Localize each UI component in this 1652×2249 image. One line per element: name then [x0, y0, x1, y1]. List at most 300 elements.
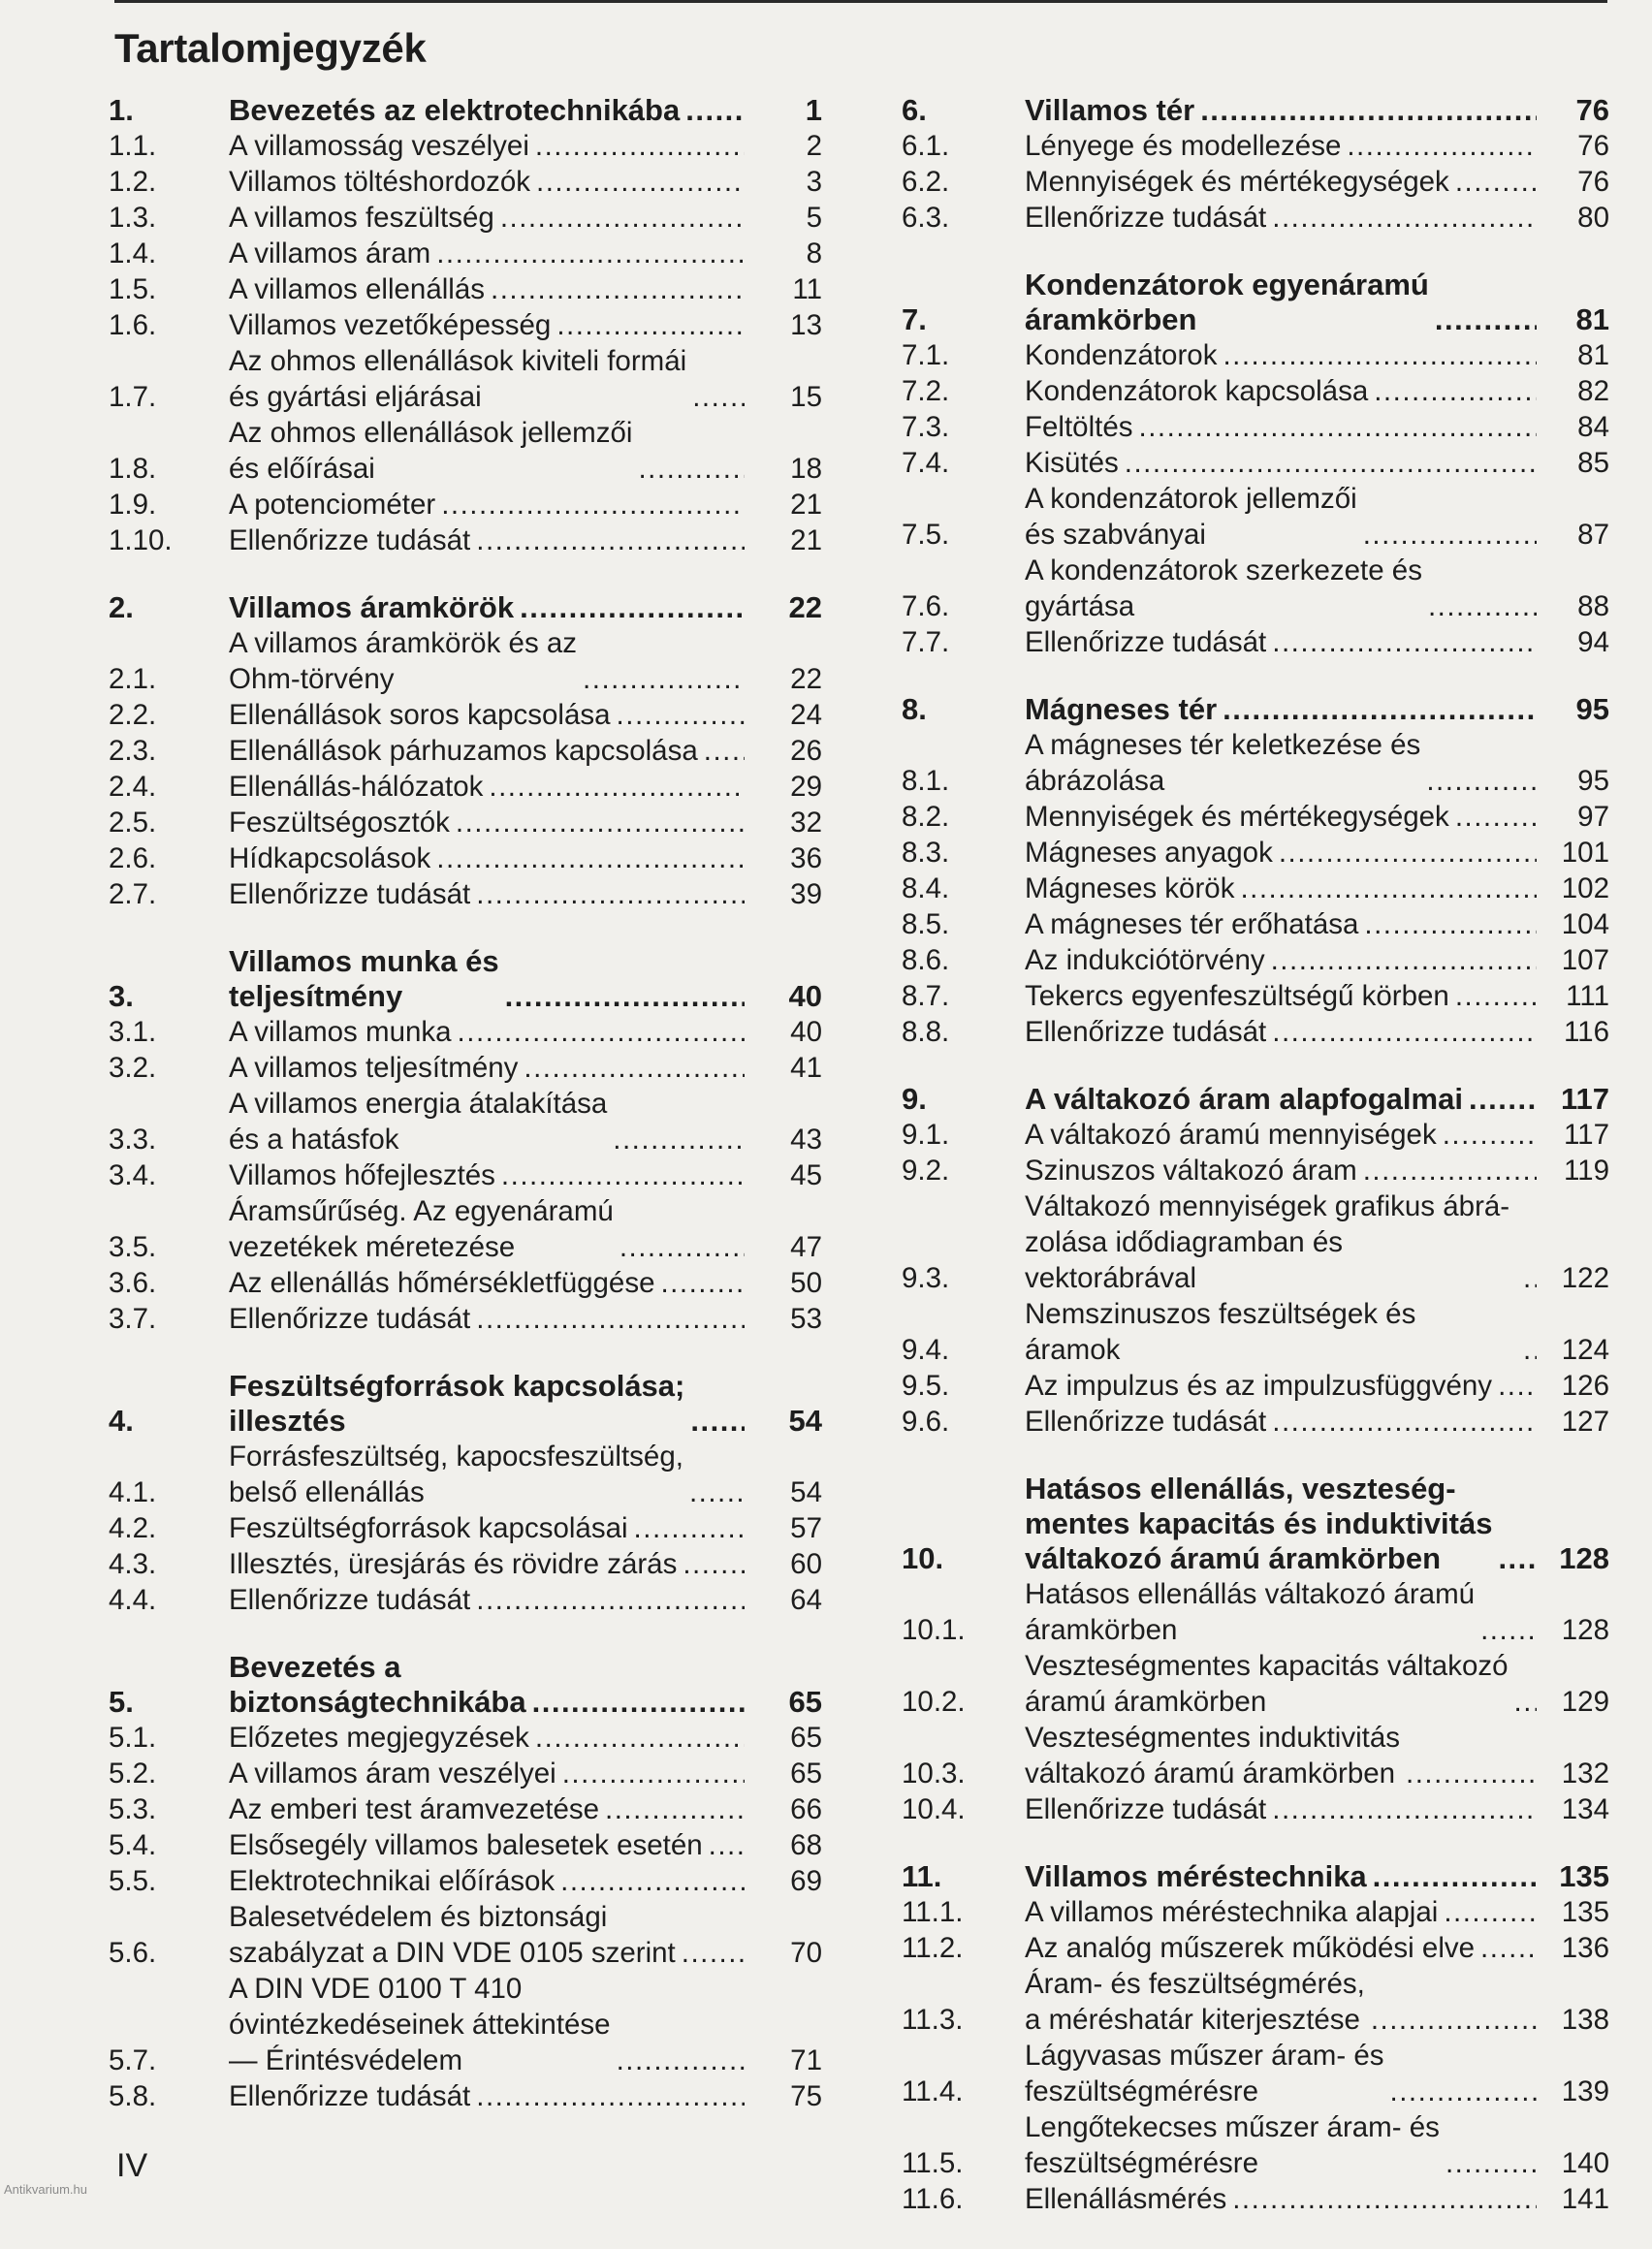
entry-text [1025, 906, 1537, 942]
entry-number: 5.7. [109, 2044, 157, 2076]
dot-leader [1509, 1684, 1537, 1720]
entry-title: Ellenállásmérés [1025, 2183, 1227, 2215]
entry-body [229, 876, 745, 912]
toc-entry[interactable] [109, 697, 822, 733]
entry-number: 7.3. [902, 411, 950, 443]
chapter-block [902, 1082, 1609, 1440]
entry-number: 4.1. [109, 1476, 157, 1508]
chapter-number: 4. [109, 1404, 134, 1438]
entry-number: 8.5. [902, 908, 950, 940]
entry-body [1025, 1014, 1537, 1050]
entry-title: Az ohmos ellenállások kiviteli formái és gyártási eljárásai [229, 345, 687, 413]
entry-text [1025, 1472, 1537, 1576]
entry-title: Elsősegély villamos balesetek esetén [229, 1829, 703, 1861]
chapter-number: 7. [902, 302, 927, 336]
toc-entry[interactable] [902, 1404, 1609, 1440]
entry-page: 64 [790, 1584, 822, 1616]
toc-entry[interactable] [902, 1791, 1609, 1827]
entry-number: 7.1. [902, 339, 950, 371]
entry-body [229, 1899, 745, 1971]
entry-text [229, 343, 745, 415]
toc-entry[interactable] [109, 1756, 822, 1791]
entry-text [1025, 1791, 1537, 1827]
entry-body [229, 697, 745, 733]
entry-body [229, 1863, 745, 1899]
toc-entry[interactable] [109, 1265, 822, 1301]
page-number: IV [116, 2147, 148, 2184]
entry-page: 70 [790, 1937, 822, 1969]
toc-entry[interactable] [109, 343, 822, 415]
chapter-title: Villamos áramkörök [229, 590, 515, 624]
toc-entry[interactable] [109, 1439, 822, 1510]
entry-text [229, 93, 745, 128]
entry-title: Kondenzátorok kapcsolása [1025, 375, 1369, 407]
entry-body [1025, 727, 1537, 799]
chapter-number: 2. [109, 590, 134, 624]
entry-title: Illesztés, üresjárás és rövidre zárás [229, 1548, 678, 1580]
entry-text [1025, 799, 1537, 835]
entry-body [1025, 1117, 1537, 1153]
chapter-heading[interactable] [902, 93, 1609, 128]
toc-entry[interactable] [902, 2181, 1609, 2217]
entry-page: 24 [790, 699, 822, 731]
toc-entry[interactable] [109, 1582, 822, 1618]
entry-text [229, 1369, 745, 1439]
entry-body [229, 2078, 745, 2114]
toc-entry[interactable] [109, 487, 822, 523]
toc-entry[interactable] [109, 1827, 822, 1863]
entry-title: Kondenzátorok [1025, 339, 1218, 371]
entry-number: 10.1. [902, 1614, 966, 1646]
dot-leader [1384, 2074, 1537, 2109]
dot-leader [430, 236, 745, 271]
entry-number: 2.6. [109, 842, 157, 874]
entry-number: 9.2. [902, 1155, 950, 1187]
entry-number: 9.3. [902, 1262, 950, 1294]
chapter-number: 9. [902, 1082, 927, 1116]
dot-leader [628, 1510, 745, 1546]
entry-title: A kondenzátorok szerkezete és gyártása [1025, 554, 1422, 622]
dot-leader [1475, 1612, 1537, 1648]
dot-leader [698, 733, 745, 769]
entry-page: 88 [1577, 590, 1609, 622]
dot-leader [1357, 1153, 1537, 1188]
entry-page: 5 [806, 202, 822, 234]
toc-entry[interactable] [109, 840, 822, 876]
entry-page: 11 [792, 273, 822, 305]
toc-entry[interactable] [902, 553, 1609, 624]
toc-entry[interactable] [902, 1014, 1609, 1050]
entry-page: 36 [790, 842, 822, 874]
entry-number: 2.2. [109, 699, 157, 731]
entry-text [229, 1827, 745, 1863]
entry-body [1025, 1188, 1537, 1296]
toc-entry[interactable] [902, 200, 1609, 236]
entry-body [229, 1791, 745, 1827]
entry-number: 8.6. [902, 944, 950, 976]
entry-number: 5.8. [109, 2080, 157, 2112]
toc-entry[interactable] [902, 871, 1609, 906]
entry-page: 43 [790, 1124, 822, 1156]
dot-leader [607, 1122, 745, 1157]
entry-number: 2.7. [109, 878, 157, 910]
dot-leader [555, 1863, 745, 1899]
toc-entry[interactable] [902, 799, 1609, 835]
toc-entry[interactable] [902, 1720, 1609, 1791]
chapter-heading[interactable] [902, 1082, 1609, 1117]
chapter-heading[interactable] [902, 1472, 1609, 1576]
entry-text [229, 1086, 745, 1157]
entry-body [229, 1582, 745, 1618]
chapter-page: 1 [805, 93, 822, 127]
toc-entry[interactable] [902, 409, 1609, 445]
toc-entry[interactable] [109, 1510, 822, 1546]
toc-entry[interactable] [109, 1791, 822, 1827]
entry-text [1025, 337, 1537, 373]
chapter-title: Mágneses tér [1025, 692, 1218, 726]
entry-number: 9.1. [902, 1119, 950, 1151]
toc-entry[interactable] [902, 1966, 1609, 2038]
entry-number: 3.7. [109, 1303, 157, 1335]
toc-entry[interactable] [902, 164, 1609, 200]
entry-text [1025, 1117, 1537, 1153]
entry-body [1025, 1082, 1537, 1117]
entry-text [1025, 1404, 1537, 1440]
entry-body [229, 307, 745, 343]
entry-text [229, 523, 745, 558]
entry-title: Hídkapcsolások [229, 842, 431, 874]
chapter-block [109, 1369, 822, 1618]
toc-entry[interactable] [109, 1014, 822, 1050]
entry-title: Mágneses körök [1025, 872, 1235, 904]
entry-page: 94 [1577, 626, 1609, 658]
entry-body [229, 93, 745, 128]
entry-number: 8.2. [902, 801, 950, 833]
entry-body [1025, 835, 1537, 871]
toc-entry[interactable] [109, 876, 822, 912]
entry-title: Nemszinuszos feszültségek és áramok [1025, 1298, 1416, 1366]
entry-page: 53 [790, 1303, 822, 1335]
dot-leader [1133, 409, 1538, 445]
chapter-title: Villamos munka és teljesítmény [229, 944, 499, 1013]
dot-leader [1440, 2145, 1537, 2181]
entry-text [1025, 1014, 1537, 1050]
entry-page: 26 [790, 735, 822, 767]
entry-number: 4.3. [109, 1548, 157, 1580]
entry-page: 29 [790, 771, 822, 803]
chapter-heading[interactable] [109, 93, 822, 128]
entry-title: Ellenőrizze tudását [229, 1584, 471, 1616]
dot-leader [1429, 302, 1537, 337]
entry-body [229, 1720, 745, 1756]
dot-leader [1420, 763, 1537, 799]
entry-text [1025, 1153, 1537, 1188]
toc-entry[interactable] [902, 445, 1609, 481]
toc-entry[interactable] [902, 906, 1609, 942]
entry-body [1025, 164, 1537, 200]
dot-leader [1367, 1859, 1537, 1894]
chapter-title: A váltakozó áram alapfogalmai [1025, 1082, 1463, 1116]
entry-title: A villamos áram [229, 238, 431, 269]
entry-text [229, 1720, 745, 1756]
entry-body [229, 1971, 745, 2078]
entry-page: 76 [1577, 130, 1609, 162]
entry-body [1025, 2181, 1537, 2217]
toc-entry[interactable] [109, 733, 822, 769]
watermark-text: Antikvarium.hu [4, 2182, 87, 2197]
entry-number: 11.1. [902, 1896, 964, 1928]
toc-entry[interactable] [902, 1894, 1609, 1930]
entry-number: 6.3. [902, 202, 950, 234]
chapter-heading[interactable] [902, 268, 1609, 337]
entry-page: 65 [790, 1722, 822, 1754]
toc-entry[interactable] [902, 727, 1609, 799]
entry-body [229, 590, 745, 625]
entry-title: Feszültségforrások kapcsolásai [229, 1512, 628, 1544]
entry-body [229, 944, 745, 1014]
entry-title: A villamos energia átalakítása és a hatásfok [229, 1088, 608, 1156]
entry-title: Forrásfeszültség, kapocsfeszültség, belső ellenállás [229, 1441, 683, 1508]
toc-entry[interactable] [902, 978, 1609, 1014]
chapter-page: 128 [1559, 1541, 1609, 1575]
chapter-number: 1. [109, 93, 134, 127]
chapter-block [109, 590, 822, 912]
entry-body [1025, 624, 1537, 660]
chapter-block [902, 692, 1609, 1050]
entry-title: Szinuszos váltakozó áram [1025, 1155, 1357, 1187]
entry-text [1025, 1188, 1537, 1296]
toc-entry[interactable] [109, 128, 822, 164]
toc-entry[interactable] [109, 1301, 822, 1337]
entry-title: A villamos áram veszélyei [229, 1758, 556, 1790]
chapter-number: 5. [109, 1685, 134, 1719]
entry-text [1025, 1859, 1537, 1894]
toc-entry[interactable] [109, 805, 822, 840]
entry-text [229, 769, 745, 805]
chapter-number: 8. [902, 692, 927, 726]
entry-body [229, 769, 745, 805]
dot-leader [654, 1265, 745, 1301]
entry-number: 7.2. [902, 375, 950, 407]
entry-body [1025, 268, 1537, 337]
toc-entry[interactable] [902, 835, 1609, 871]
dot-leader [1517, 1332, 1537, 1368]
toc-entry[interactable] [109, 1546, 822, 1582]
toc-entry[interactable] [109, 523, 822, 558]
entry-title: Az analóg műszerek működési elve [1025, 1932, 1476, 1964]
entry-page: 124 [1561, 1334, 1609, 1366]
toc-entry[interactable] [109, 1157, 822, 1193]
toc-entry[interactable] [109, 769, 822, 805]
entry-number: 7.5. [902, 519, 950, 551]
dot-leader [686, 379, 745, 415]
entry-title: Veszteségmentes kapacitás váltakozó áramú áramkörben [1025, 1650, 1509, 1718]
entry-page: 140 [1561, 2147, 1609, 2179]
entry-body [1025, 373, 1537, 409]
chapter-block [109, 93, 822, 558]
entry-title: A villamos ellenállás [229, 273, 485, 305]
toc-entry[interactable] [902, 1153, 1609, 1188]
toc-entry[interactable] [902, 624, 1609, 660]
toc-entry[interactable] [902, 481, 1609, 553]
entry-title: A villamos teljesítmény [229, 1052, 519, 1084]
entry-number: 3.2. [109, 1052, 157, 1084]
dot-leader [494, 200, 745, 236]
entry-number: 8.4. [902, 872, 950, 904]
entry-title: Villamos hőfejlesztés [229, 1159, 495, 1191]
entry-number: 2.4. [109, 771, 157, 803]
entry-body [1025, 200, 1537, 236]
entry-number: 4.2. [109, 1512, 157, 1544]
entry-text [1025, 373, 1537, 409]
entry-page: 97 [1577, 801, 1609, 833]
toc-entry[interactable] [902, 942, 1609, 978]
entry-text [229, 1157, 745, 1193]
entry-title: Feszültségosztók [229, 807, 450, 839]
toc-entry[interactable] [902, 337, 1609, 373]
entry-page: 40 [790, 1016, 822, 1048]
dot-leader [529, 128, 745, 164]
entry-page: 68 [790, 1829, 822, 1861]
entry-title: Ellenőrizze tudását [1025, 202, 1267, 234]
entry-number: 2.3. [109, 735, 157, 767]
entry-body [229, 1014, 745, 1050]
toc-entry[interactable] [902, 2109, 1609, 2181]
dot-leader [1266, 624, 1537, 660]
toc-entry[interactable] [902, 128, 1609, 164]
entry-number: 1.1. [109, 130, 157, 162]
dot-leader [450, 805, 745, 840]
entry-number: 11.6. [902, 2183, 964, 2215]
chapter-heading[interactable] [902, 1859, 1609, 1894]
entry-page: 129 [1561, 1686, 1609, 1718]
dot-leader [1449, 799, 1537, 835]
dot-leader [470, 523, 745, 558]
chapter-heading[interactable] [109, 590, 822, 625]
toc-entry[interactable] [902, 1648, 1609, 1720]
entry-text [1025, 1368, 1537, 1404]
chapter-page: 40 [788, 979, 822, 1013]
entry-body [1025, 2109, 1537, 2181]
toc-entry[interactable] [902, 1188, 1609, 1296]
entry-page: 54 [790, 1476, 822, 1508]
chapter-heading[interactable] [109, 1369, 822, 1439]
toc-column-right [902, 93, 1609, 2249]
entry-title: A villamosság veszélyei [229, 130, 529, 162]
entry-number: 2.1. [109, 663, 157, 695]
entry-title: Az ohmos ellenállások jellemzői és előírásai [229, 417, 633, 485]
chapter-heading[interactable] [109, 1650, 822, 1720]
dot-leader [1217, 692, 1537, 727]
chapter-heading[interactable] [902, 692, 1609, 727]
toc-entry[interactable] [902, 1576, 1609, 1648]
entry-number: 10.4. [902, 1793, 966, 1825]
entry-text [1025, 553, 1537, 624]
entry-number: 1.10. [109, 524, 173, 556]
chapter-number: 6. [902, 93, 927, 127]
dot-leader [677, 1546, 745, 1582]
entry-body [1025, 1966, 1537, 2038]
dot-leader [1194, 93, 1537, 128]
entry-text [1025, 978, 1537, 1014]
chapter-number: 11. [902, 1859, 942, 1893]
entry-number: 3.1. [109, 1016, 157, 1048]
dot-leader [1449, 164, 1537, 200]
toc-entry[interactable] [109, 1899, 822, 1971]
entry-body [1025, 799, 1537, 835]
entry-number: 3.5. [109, 1231, 157, 1263]
dot-leader [470, 1301, 745, 1337]
entry-title: A villamos feszültség [229, 202, 494, 234]
toc-entry[interactable] [109, 1720, 822, 1756]
entry-page: 39 [790, 878, 822, 910]
entry-page: 22 [790, 663, 822, 695]
toc-entry[interactable] [109, 164, 822, 200]
toc-entry[interactable] [109, 1863, 822, 1899]
entry-title: Ellenőrizze tudását [229, 1303, 471, 1335]
dot-leader [530, 164, 745, 200]
entry-page: 45 [790, 1159, 822, 1191]
entry-body [229, 343, 745, 415]
entry-number: 11.3. [902, 2004, 964, 2036]
toc-entry[interactable] [902, 1117, 1609, 1153]
entry-number: 8.7. [902, 980, 950, 1012]
toc-entry[interactable] [109, 307, 822, 343]
toc-entry[interactable] [902, 1930, 1609, 1966]
entry-body [229, 236, 745, 271]
toc-entry[interactable] [902, 1296, 1609, 1368]
entry-number: 8.1. [902, 765, 950, 797]
toc-entry[interactable] [109, 625, 822, 697]
entry-page: 81 [1577, 339, 1609, 371]
chapter-page: 54 [788, 1404, 822, 1438]
chapter-block [902, 268, 1609, 660]
entry-body [1025, 692, 1537, 727]
entry-text [1025, 1082, 1537, 1117]
toc-entry[interactable] [109, 1193, 822, 1265]
entry-text [229, 840, 745, 876]
entry-text [1025, 1648, 1537, 1720]
entry-text [229, 487, 745, 523]
entry-title: Ellenállás-hálózatok [229, 771, 484, 803]
entry-page: 66 [790, 1793, 822, 1825]
entry-page: 134 [1561, 1793, 1609, 1825]
toc-entry[interactable] [109, 236, 822, 271]
dot-leader [551, 307, 745, 343]
entry-body [229, 415, 745, 487]
entry-number: 1.2. [109, 166, 157, 198]
toc-entry[interactable] [109, 271, 822, 307]
chapter-block [902, 1472, 1609, 1827]
toc-entry[interactable] [902, 373, 1609, 409]
toc-entry[interactable] [109, 200, 822, 236]
toc-entry[interactable] [109, 415, 822, 487]
chapter-number: 3. [109, 979, 134, 1013]
toc-entry[interactable] [902, 1368, 1609, 1404]
toc-entry[interactable] [109, 1050, 822, 1086]
toc-entry[interactable] [109, 1971, 822, 2078]
chapter-heading[interactable] [109, 944, 822, 1014]
entry-text [1025, 481, 1537, 553]
entry-text [1025, 128, 1537, 164]
entry-page: 139 [1561, 2075, 1609, 2107]
entry-body [1025, 1576, 1537, 1648]
entry-text [229, 1756, 745, 1791]
toc-entry[interactable] [109, 2078, 822, 2114]
chapter-page: 135 [1559, 1859, 1609, 1893]
toc-entry[interactable] [902, 2038, 1609, 2109]
toc-entry[interactable] [109, 1086, 822, 1157]
